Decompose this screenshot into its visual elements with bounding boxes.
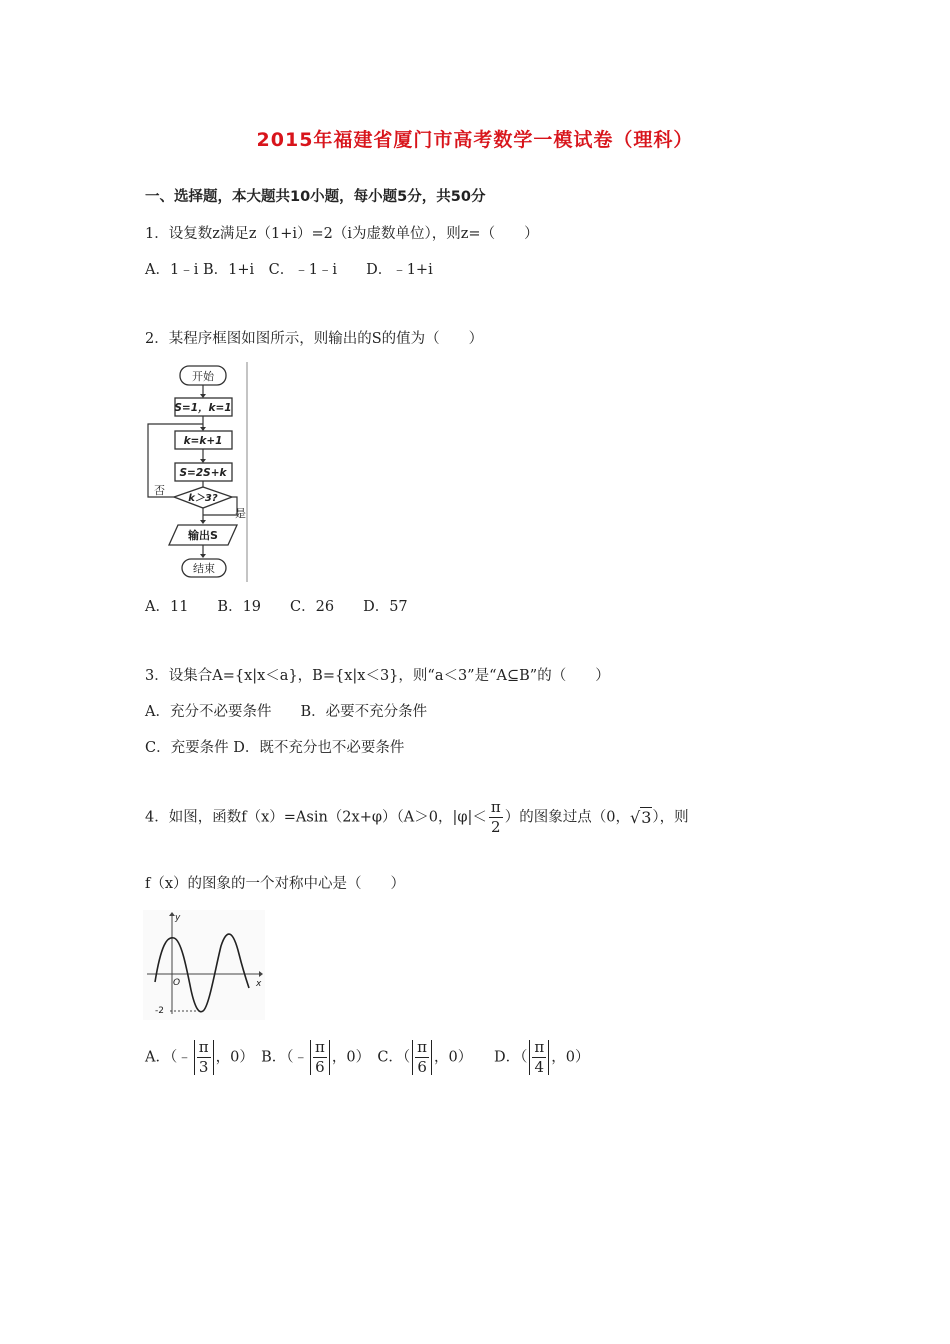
q4-graph-origin-label: O xyxy=(173,978,181,988)
flowchart-init-text: S=1，k=1 xyxy=(174,402,232,414)
q4-opt-a-fraction xyxy=(194,1040,214,1075)
q4-opt-b-suffix: ，0） C．（ xyxy=(331,1049,411,1066)
q1-stem: 1．设复数z满足z（1+i）=2（i为虚数单位），则z=（ ） xyxy=(145,226,539,242)
q2-stem: 2．某程序框图如图所示，则输出的S的值为（ ） xyxy=(145,331,484,347)
q4-stem-part-c: ），则 xyxy=(652,809,689,826)
q4-stem-part-b: ）的图象过点（0， xyxy=(504,809,630,826)
flowchart-cond-text: k＞3? xyxy=(188,493,218,504)
q4-graph-min-label: -2 xyxy=(155,1006,164,1016)
q4-opt-b-den: 6 xyxy=(313,1057,327,1075)
flowchart-no-label: 否 xyxy=(154,484,165,497)
q3-options-ab: A．充分不必要条件 B．必要不充分条件 xyxy=(145,704,428,720)
q4-graph-x-label: x xyxy=(256,979,262,989)
q4-opt-b-fraction xyxy=(310,1040,330,1075)
q3-options-cd: C．充要条件 D．既不充分也不必要条件 xyxy=(145,740,405,756)
section-heading: 一、选择题，本大题共10小题，每小题5分，共50分 xyxy=(145,189,486,205)
flowchart-start-text: 开始 xyxy=(192,370,214,383)
q4-opt-c-num: π xyxy=(417,1038,428,1056)
q4-opt-d-den: 4 xyxy=(532,1057,546,1075)
q4-sqrt3: √3 xyxy=(629,808,652,827)
q4-fraction-pi-over-2 xyxy=(489,800,503,835)
q4-opt-d-num: π xyxy=(534,1038,545,1056)
q4-opt-a-suffix: ，0） B．（﹣ xyxy=(215,1049,308,1066)
q4-graph-y-label: y xyxy=(175,913,181,923)
flowchart-step1-text: k=k+1 xyxy=(183,435,223,447)
q4-stem-line2: f（x）的图象的一个对称中心是（ ） xyxy=(145,876,406,892)
q4-sqrt3-radicand: 3 xyxy=(641,808,652,827)
q4-opt-d-suffix: ，0） xyxy=(551,1049,590,1066)
q2-options: A．11 B．19 C．26 D．57 xyxy=(145,599,408,615)
flowchart-diagram xyxy=(140,360,255,585)
flowchart-yes-label: 是 xyxy=(235,507,246,520)
q4-opt-d-fraction xyxy=(529,1040,549,1075)
q4-frac-num: π xyxy=(490,798,501,816)
q4-stem-part-a: 4．如图，函数f（x）=Asin（2x+φ）（A＞0，|φ|＜ xyxy=(145,809,487,826)
q4-opt-a-num: π xyxy=(198,1038,209,1056)
page-title: 2015年福建省厦门市高考数学一模试卷（理科） xyxy=(256,129,694,151)
q4-sine-graph xyxy=(143,910,265,1020)
flowchart-step2-text: S=2S+k xyxy=(179,467,227,479)
q3-stem: 3．设集合A={x|x＜a}，B={x|x＜3}，则“a＜3”是“A⊆B”的（ ） xyxy=(145,668,610,684)
q4-frac-den: 2 xyxy=(489,817,503,835)
flowchart-end-text: 结束 xyxy=(193,562,215,575)
q4-stem-line1 xyxy=(145,800,689,835)
q4-options xyxy=(145,1040,589,1075)
q4-opt-c-den: 6 xyxy=(415,1057,429,1075)
q4-opt-c-fraction xyxy=(412,1040,432,1075)
q4-opt-c-suffix: ，0） D．（ xyxy=(434,1049,528,1066)
q4-opt-a-den: 3 xyxy=(197,1057,211,1075)
flowchart-output-text: 输出S xyxy=(188,529,218,542)
q4-opt-a-prefix: A．（﹣ xyxy=(145,1049,192,1066)
q1-options: A．1﹣i B．1+i C．﹣1﹣i D．﹣1+i xyxy=(145,262,433,278)
q4-opt-b-num: π xyxy=(314,1038,325,1056)
